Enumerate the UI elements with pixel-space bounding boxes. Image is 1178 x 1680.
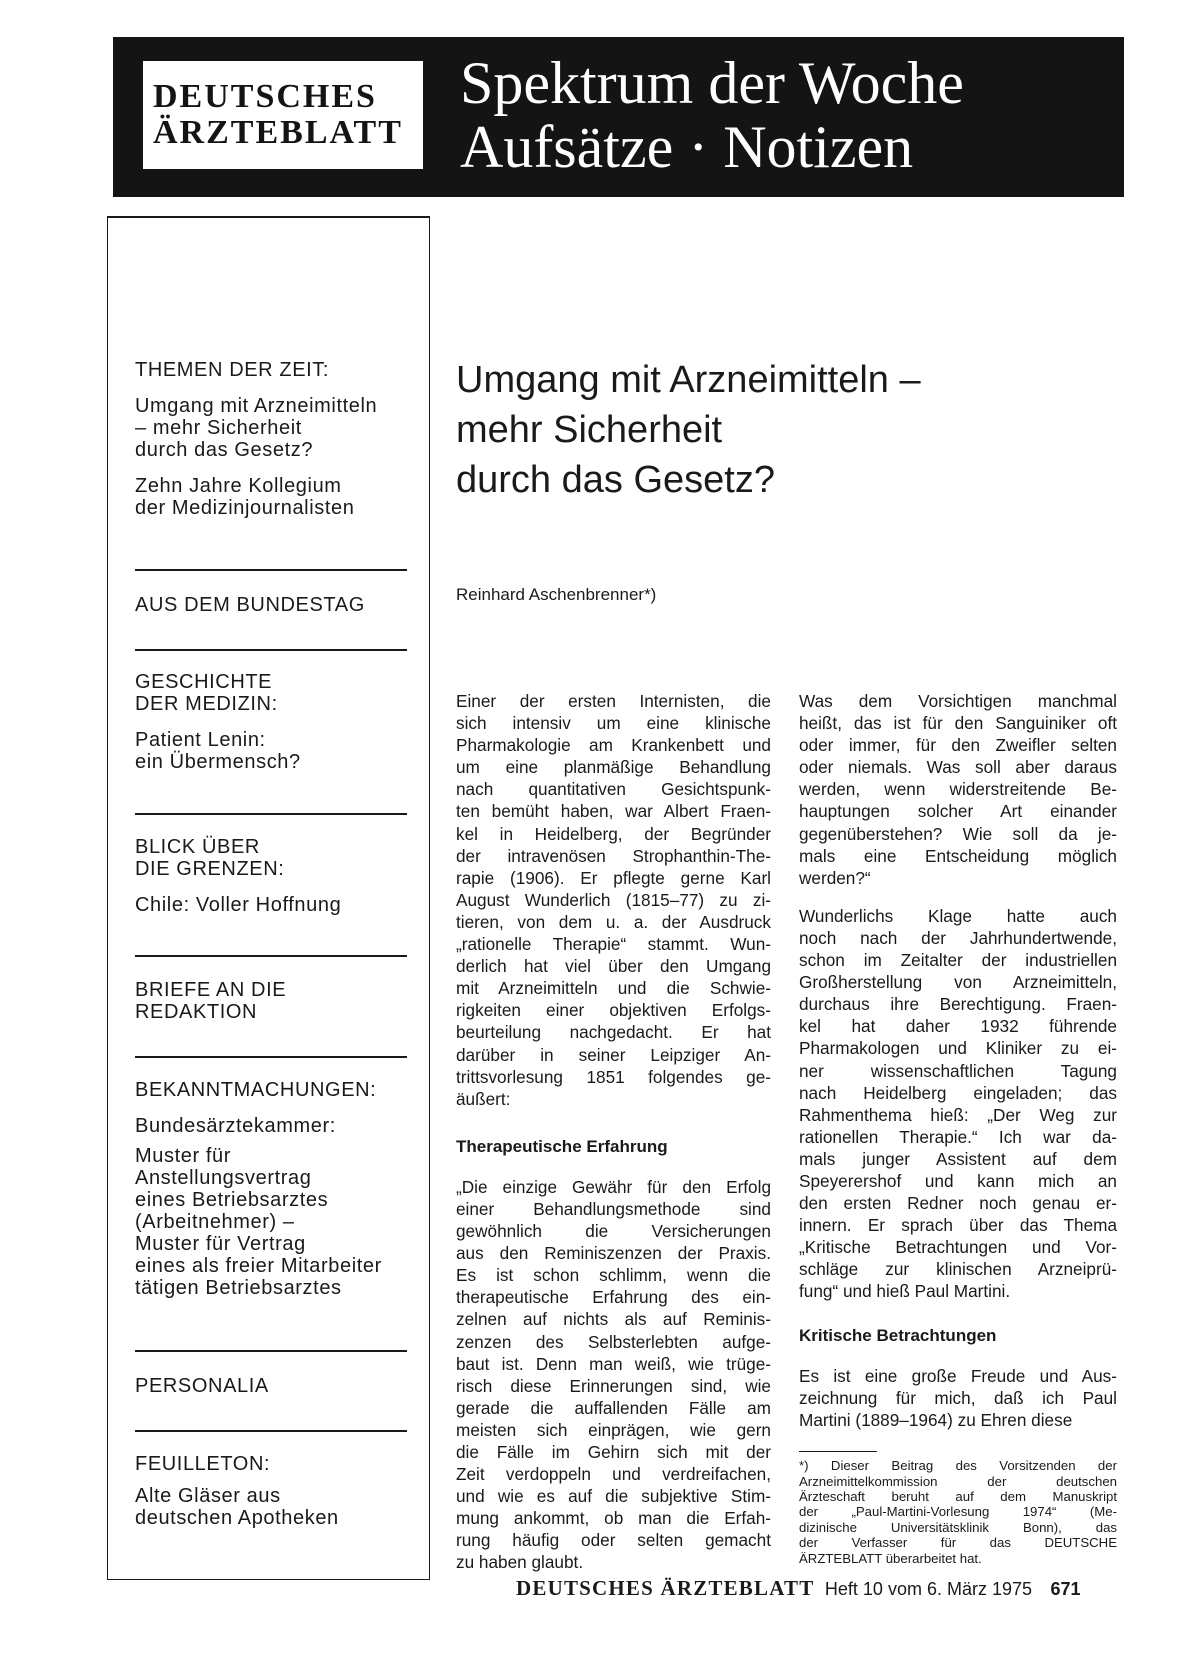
paragraph-gap — [799, 889, 1117, 905]
text-line: rung häufig oder selten gemacht — [456, 1530, 771, 1551]
text-line: fung“ und hieß Paul Martini. — [799, 1281, 1011, 1302]
text-line: Wunderlichs Klage hatte auch — [799, 905, 1117, 926]
paragraph — [456, 690, 771, 1110]
toc-heading-line: BLICK ÜBER — [135, 836, 260, 858]
section-title-line-1: Spektrum der Woche — [460, 50, 964, 116]
article-title-line: durch das Gesetz? — [456, 459, 775, 501]
subheading: Kritische Betrachtungen — [799, 1325, 997, 1345]
text-line: innern. Er sprach über das Thema — [799, 1215, 1117, 1236]
text-line: heißt, das ist für den Sanguiniker oft — [799, 713, 1117, 734]
text-line: dizinische Universitätsklinik Bonn), das — [799, 1519, 1117, 1535]
footer-masthead: DEUTSCHES ÄRZTEBLATT — [516, 1576, 815, 1600]
text-line: zelnen auf nichts als auf Reminis- — [456, 1309, 771, 1330]
section-title-line-2: Aufsätze · Notizen — [460, 114, 914, 180]
toc-bekanntmachungen — [135, 1079, 410, 1299]
toc-briefe-an-die-redaktion[interactable] — [135, 979, 410, 1023]
text-line: darüber in seiner Leipziger An- — [456, 1044, 771, 1065]
text-line: sich intensiv um eine klinische — [456, 713, 771, 734]
text-line: mit Arzneimitteln und die Schwie- — [456, 978, 771, 999]
toc-item-line: Zehn Jahre Kollegium — [135, 475, 342, 497]
text-line: baut ist. Denn man weiß, wie trüge- — [456, 1353, 771, 1374]
toc-item[interactable] — [135, 729, 410, 773]
text-line: Ärzteschaft beruht auf dem Manuskript — [799, 1488, 1117, 1504]
toc-item-line: Alte Gläser aus — [135, 1485, 281, 1507]
toc-heading — [135, 671, 410, 715]
toc-item-line: deutschen Apotheken — [135, 1507, 339, 1529]
text-line: gegenüberstehen? Wie soll da je- — [799, 823, 1117, 844]
text-line: den ersten Redner noch genau er- — [799, 1193, 1117, 1214]
text-line: werden, wenn widerstreitende Be- — [799, 779, 1117, 800]
article-title-line: mehr Sicherheit — [456, 409, 723, 451]
toc-divider — [135, 569, 407, 571]
toc-item[interactable] — [135, 475, 410, 519]
text-line: werden?“ — [799, 867, 871, 888]
section-title — [460, 51, 964, 179]
text-line: und wie es auf die subjektive Stim- — [456, 1486, 771, 1507]
text-line: einer Behandlungsmethode sind — [456, 1198, 771, 1219]
text-line: aus den Reminiszenzen der Praxis. — [456, 1243, 771, 1264]
text-line: Es ist eine große Freude und Aus- — [799, 1365, 1117, 1386]
toc-item[interactable] — [135, 1145, 410, 1299]
text-line: risch diese Erinnerungen sind, wie — [456, 1375, 771, 1396]
text-line: gerade die auffallenden Fälle am — [456, 1397, 771, 1418]
toc-heading: AUS DEM BUNDESTAG — [135, 594, 365, 616]
paragraph — [799, 1365, 1117, 1431]
text-line: rigkeiten einer objektiven Erfolgs- — [456, 1000, 771, 1021]
toc-item-line: Chile: Voller Hoffnung — [135, 894, 342, 916]
text-line: therapeutische Erfahrung des ein- — [456, 1287, 771, 1308]
toc-divider — [135, 1350, 407, 1352]
text-line: kel in Heidelberg, der Begründer — [456, 823, 771, 844]
toc-item-line: ein Übermensch? — [135, 751, 301, 773]
text-line: meisten sich einprägen, wie gern — [456, 1419, 771, 1440]
subheading: Therapeutische Erfahrung — [456, 1136, 668, 1156]
article-column-1 — [456, 690, 771, 1574]
article-title-line: Umgang mit Arzneimitteln – — [456, 359, 921, 401]
toc-heading-line: DIE GRENZEN: — [135, 858, 285, 880]
sidebar-top-rule — [107, 216, 430, 218]
toc-item-line: eines Betriebsarztes — [135, 1189, 329, 1211]
contents-sidebar — [107, 216, 430, 1580]
toc-item-line: tätigen Betriebsarztes — [135, 1277, 342, 1299]
text-line: der intravenösen Strophanthin-The- — [456, 845, 771, 866]
text-line: „rationelle Therapie“ stammt. Wun- — [456, 934, 771, 955]
text-line: derlich hat viel über den Umgang — [456, 956, 771, 977]
logo-line-2: ÄRZTEBLATT — [153, 114, 403, 151]
toc-heading-line: DER MEDIZIN: — [135, 693, 278, 715]
toc-geschichte-der-medizin — [135, 671, 410, 773]
toc-heading-line: GESCHICHTE — [135, 671, 273, 693]
toc-divider — [135, 955, 407, 957]
masthead-logo — [143, 61, 423, 169]
text-line: Einer der ersten Internisten, die — [456, 691, 771, 711]
text-line: „Kritische Betrachtungen und Vor- — [799, 1237, 1117, 1258]
toc-item-line: Umgang mit Arzneimitteln — [135, 395, 378, 417]
text-line: Pharmakologen und Kliniker zu ei- — [799, 1038, 1117, 1059]
toc-item-line: Anstellungsvertrag — [135, 1167, 312, 1189]
toc-blick-ueber-die-grenzen — [135, 836, 410, 916]
text-line: oder niemals. Was soll aber daraus — [799, 757, 1117, 778]
text-line: mung ankommt, ob man die Erfah- — [456, 1508, 771, 1529]
text-line: oder immer, für den Zweifler selten — [799, 735, 1117, 756]
text-line: Rahmenthema hieß: „Der Weg zur — [799, 1104, 1117, 1125]
text-line: ner wissenschaftlichen Tagung — [799, 1060, 1117, 1081]
toc-item[interactable] — [135, 894, 410, 916]
paragraph — [799, 905, 1117, 1303]
text-line: ten bemüht haben, war Albert Fraen- — [456, 801, 771, 822]
toc-heading: THEMEN DER ZEIT: — [135, 359, 330, 381]
toc-item-line: durch das Gesetz? — [135, 439, 314, 461]
page-footer — [516, 1576, 1081, 1601]
text-line: beurteilung nachgedacht. Er hat — [456, 1022, 771, 1043]
text-line: Was dem Vorsichtigen manchmal — [799, 691, 1117, 711]
text-line: mals eine Entscheidung möglich — [799, 845, 1117, 866]
toc-divider — [135, 1056, 407, 1058]
text-line: zeichnung für mich, daß ich Paul — [799, 1387, 1117, 1408]
text-line: „Die einzige Gewähr für den Erfolg — [456, 1176, 771, 1197]
text-line: gewöhnlich die Versicherungen — [456, 1221, 771, 1242]
footer-issue: Heft 10 vom 6. März 1975 — [824, 1579, 1033, 1599]
text-line: nach Heidelberg eingeladen; das — [799, 1082, 1117, 1103]
text-line: trittsvorlesung 1851 folgendes ge- — [456, 1066, 771, 1087]
toc-heading: PERSONALIA — [135, 1375, 269, 1397]
text-line: Arzneimittelkommission der deutschen — [799, 1473, 1117, 1489]
text-line: Pharmakologie am Krankenbett und — [456, 735, 771, 756]
text-line: schläge zur klinischen Arzneiprü- — [799, 1259, 1117, 1280]
text-line: *) Dieser Beitrag des Vorsitzenden der — [799, 1458, 1117, 1474]
text-line: rapie (1906). Er pflegte gerne Karl — [456, 867, 771, 888]
page-number: 671 — [1050, 1579, 1081, 1599]
text-line: noch nach der Jahrhundertwende, — [799, 927, 1117, 948]
toc-item[interactable] — [135, 395, 410, 461]
text-line: ÄRZTEBLATT überarbeitet hat. — [799, 1550, 982, 1566]
toc-divider — [135, 1430, 407, 1432]
text-line: August Wunderlich (1815–77) zu zi- — [456, 889, 771, 910]
text-line: äußert: — [456, 1088, 511, 1109]
text-line: die Fälle im Gehirn sich mit der — [456, 1442, 771, 1462]
text-line: durchaus ihre Berechtigung. Fraen- — [799, 994, 1117, 1015]
toc-heading-line: REDAKTION — [135, 1001, 258, 1023]
text-line: kel hat daher 1932 führende — [799, 1016, 1117, 1037]
toc-subheading: Bundesärztekammer: — [135, 1115, 336, 1137]
footnote-divider — [799, 1451, 877, 1452]
toc-heading-line: BRIEFE AN DIE — [135, 979, 287, 1001]
toc-feuilleton — [135, 1453, 410, 1529]
toc-heading — [135, 979, 410, 1023]
logo-line-1: DEUTSCHES — [153, 78, 377, 115]
toc-item-line: – mehr Sicherheit — [135, 417, 302, 439]
paragraph — [456, 1176, 771, 1574]
text-line: nach quantitativen Gesichtspunk- — [456, 779, 771, 800]
toc-divider — [135, 813, 407, 815]
article-column-2 — [799, 690, 1117, 1566]
text-line: rationellen Therapie.“ Ich war da- — [799, 1126, 1117, 1147]
text-line: zenzen des Selbsterlebten aufge- — [456, 1331, 771, 1352]
text-line: Speyerershof und kann mich an — [799, 1170, 1117, 1191]
header-banner — [113, 37, 1124, 197]
toc-item[interactable] — [135, 1485, 410, 1529]
paragraph — [799, 690, 1117, 889]
text-line: Es ist schon schlimm, wenn die — [456, 1265, 771, 1286]
text-line: um eine planmäßige Behandlung — [456, 757, 771, 778]
toc-heading — [135, 836, 410, 880]
toc-heading: FEUILLETON: — [135, 1453, 271, 1475]
article-title — [456, 355, 921, 505]
toc-item-line: Muster für Vertrag — [135, 1233, 306, 1255]
toc-personalia[interactable] — [135, 1375, 410, 1397]
toc-item-line: (Arbeitnehmer) – — [135, 1211, 295, 1233]
toc-item-line: eines als freier Mitarbeiter — [135, 1255, 382, 1277]
toc-item-line: der Medizinjournalisten — [135, 497, 355, 519]
toc-divider — [135, 649, 407, 651]
text-line: Martini (1889–1964) zu Ehren diese — [799, 1409, 1073, 1430]
toc-item-line: Muster für — [135, 1145, 232, 1167]
text-line: Zeit verdoppeln und verdreifachen, — [456, 1464, 771, 1485]
text-line: tieren, von dem u. a. der Ausdruck — [456, 911, 771, 932]
article-author: Reinhard Aschenbrenner*) — [456, 585, 657, 604]
text-line: der Verfasser für das DEUTSCHE — [799, 1535, 1117, 1551]
toc-item-line: Patient Lenin: — [135, 729, 266, 751]
text-line: Großherstellung von Arzneimitteln, — [799, 972, 1117, 993]
toc-themen-der-zeit — [135, 359, 410, 519]
text-line: der „Paul-Martini-Vorlesung 1974“ (Me- — [799, 1504, 1117, 1520]
toc-aus-dem-bundestag[interactable] — [135, 594, 410, 616]
text-line: hauptungen solcher Art einander — [799, 801, 1117, 822]
text-line: schon im Zeitalter der industriellen — [799, 950, 1117, 971]
text-line: zu haben glaubt. — [456, 1552, 584, 1573]
footnote — [799, 1458, 1117, 1566]
toc-heading: BEKANNTMACHUNGEN: — [135, 1079, 377, 1101]
text-line: mals junger Assistent auf dem — [799, 1148, 1117, 1169]
